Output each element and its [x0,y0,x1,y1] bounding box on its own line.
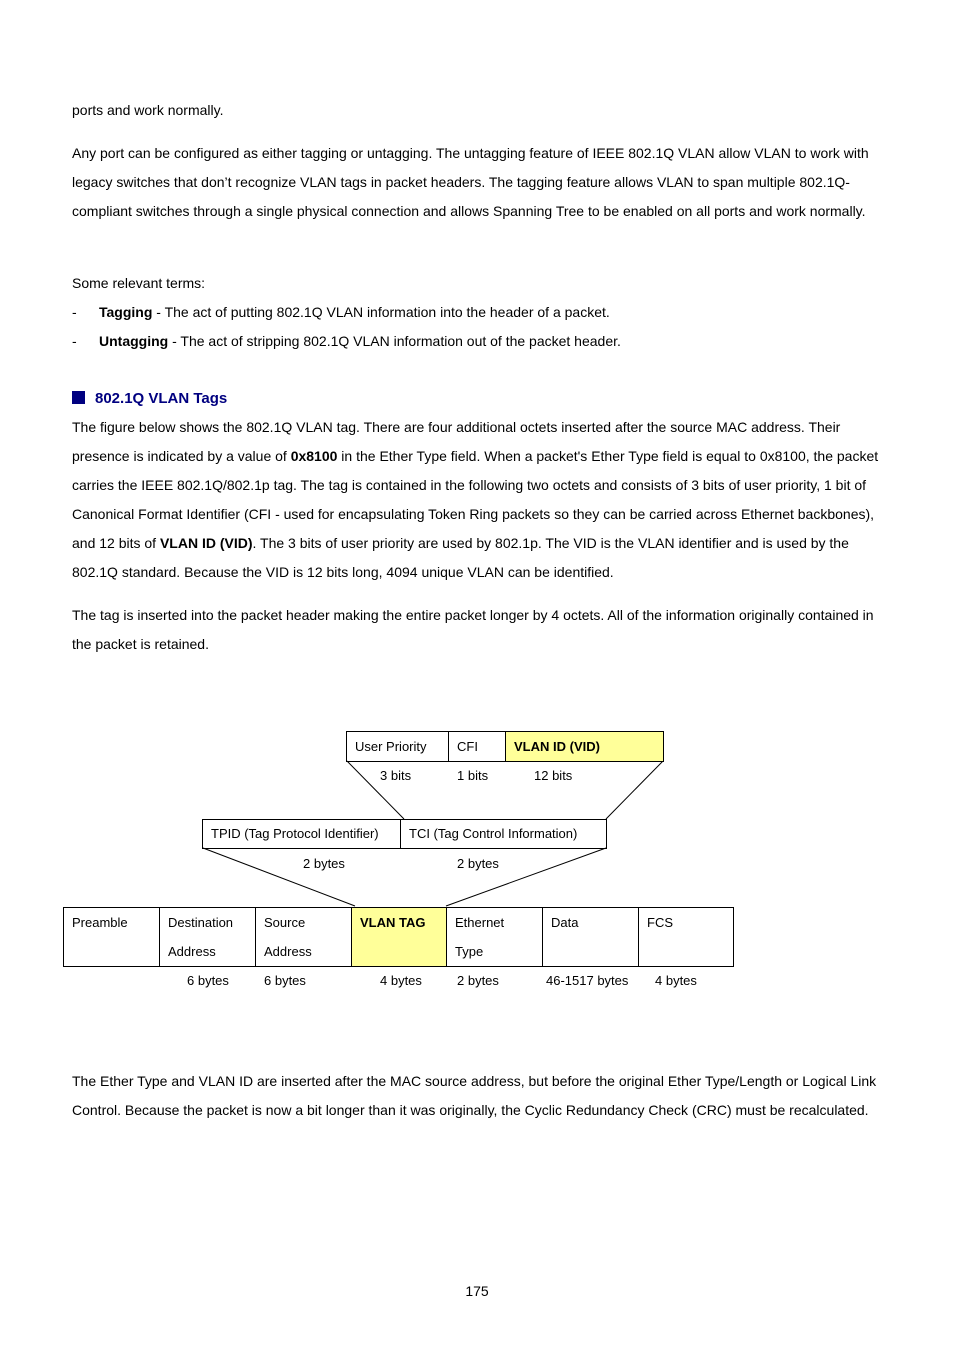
term-description: - The act of stripping 802.1Q VLAN information out of the packet header. [168,333,621,349]
field-vlan-tag: VLAN TAG [351,908,446,966]
field-tci: TCI (Tag Control Information) [400,820,606,848]
section-title: 802.1Q VLAN Tags [95,390,228,407]
size-label: 4 bytes [655,973,697,988]
field-source-address: Source Address [255,908,351,966]
size-label: 1 bits [457,768,489,783]
vlan-tag-fields-box [202,819,607,849]
page-number: 175 [465,1283,489,1299]
size-label: 3 bits [380,768,412,783]
ether-type-value: 0x8100 [290,448,338,464]
paragraph-tag-inserted: The tag is inserted into the packet header making the entire packet longer by 4 octets. All of the information originally contained in the packet is retained. [72,607,874,652]
bullet-dash: - [72,333,77,349]
field-vlan-id: VLAN ID (VID) [505,732,663,761]
paragraph-crc-recalculation: The Ether Type and VLAN ID are inserted after the MAC source address, but before the original Ether Type/Length or Logical Link Control. Because the packet is now a bit longer than it was originally, the Cyclic Redundancy Check (CRC) must be recalculated. [72,1073,877,1118]
size-label: 6 bytes [264,973,306,988]
term-description: - The act of putting 802.1Q VLAN information into the header of a packet. [152,304,610,320]
size-label: 4 bytes [380,973,422,988]
field-destination-address: Destination Address [159,908,255,966]
size-label: 2 bytes [457,856,499,871]
paragraph-vlan-tag-description: The figure below shows the 802.1Q VLAN tag. There are four additional octets inserted after the source MAC address. Their presence is indicated by a value of 0x8100 in the Ether Type field. When a packet's Ether Type field is equal to 0x8100, the packet carries the IEEE 802.1Q/802.1p tag. The tag is contained in the following two octets and consists of 3 bits of user priority, 1 bit of Canonical Format Identifier (CFI - used for encapsulating Token Ring packets so they can be carried across Ethernet backbones), and 12 bits of VLAN ID (VID). The 3 bits of user priority are used by 802.1p. The VID is the VLAN identifier and is used by the 802.1Q standard. Because the VID is 12 bits long, 4094 unique VLAN can be identified. [72,419,879,580]
vlan-id-term: VLAN ID (VID) [159,535,253,551]
field-cfi: CFI [448,732,505,761]
ethernet-frame-box [63,907,734,967]
tci-fields-box [346,731,664,762]
paragraph-continuation: ports and work normally. [72,102,224,118]
paragraph-relevant-terms: Some relevant terms: [72,275,206,291]
size-label: 2 bytes [303,856,345,871]
size-label: 12 bits [534,768,573,783]
size-label: 2 bytes [457,973,499,988]
size-label: 46-1517 bytes [546,973,629,988]
paragraph-tagging-intro: Any port can be configured as either tagging or untagging. The untagging feature of IEEE 802.1Q VLAN allow VLAN to work with legacy switches that don’t recognize VLAN tags in packet headers. The tagging feature allows VLAN to span multiple 802.1Q-compliant switches through a single physical connection and allows Spanning Tree to be enabled on all ports and work normally. [72,145,869,219]
bullet-dash: - [72,304,77,320]
field-fcs: FCS [638,908,733,966]
field-data: Data [542,908,638,966]
field-user-priority: User Priority [355,739,427,754]
field-ethernet-type: Ethernet Type [446,908,542,966]
term-name: Tagging [99,304,153,320]
field-tpid: TPID (Tag Protocol Identifier) [211,826,379,841]
field-preamble: Preamble [72,915,128,930]
size-label: 6 bytes [187,973,229,988]
term-name: Untagging [99,333,169,349]
